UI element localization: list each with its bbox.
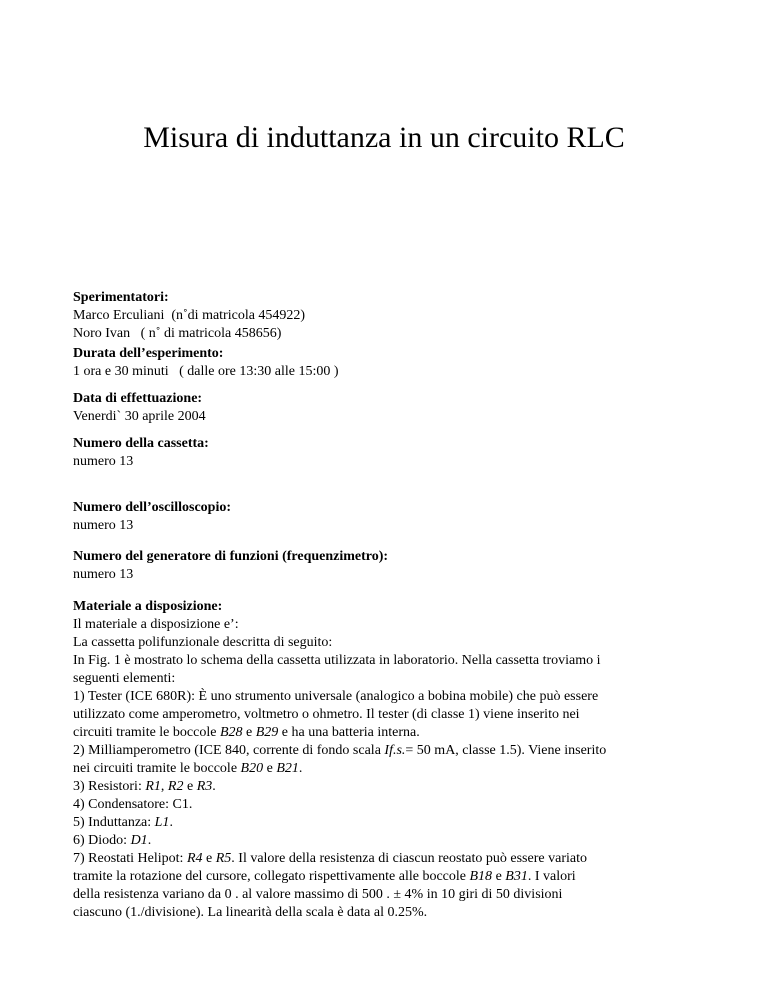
materiale-line: Il materiale a disposizione e’: xyxy=(73,617,239,632)
materiale-line: La cassetta polifunzionale descritta di seguito: xyxy=(73,635,333,650)
materiale-line: 3) Resistori: R1, R2 e R3. xyxy=(73,779,216,794)
sperimentatore-1: Marco Erculiani (n˚di matricola 454922) xyxy=(73,308,306,323)
data-label: Data di effettuazione: xyxy=(73,391,203,406)
materiale-section xyxy=(73,598,713,922)
cassetta-label: Numero della cassetta: xyxy=(73,436,209,451)
oscilloscopio-section xyxy=(73,499,713,535)
sperimentatori-section xyxy=(73,289,713,343)
materiale-line: 2) Milliamperometro (ICE 840, corrente di fondo scala If.s.= 50 mA, classe 1.5). Viene inserito xyxy=(73,743,607,758)
materiale-line: seguenti elementi: xyxy=(73,671,176,686)
generatore-label: Numero del generatore di funzioni (frequenzimetro): xyxy=(73,549,389,564)
materiale-line: circuiti tramite le boccole B28 e B29 e ha una batteria interna. xyxy=(73,725,420,740)
oscilloscopio-value: numero 13 xyxy=(73,518,134,533)
materiale-label: Materiale a disposizione: xyxy=(73,599,223,614)
generatore-section xyxy=(73,548,713,584)
durata-label: Durata dell’esperimento: xyxy=(73,346,224,361)
materiale-line: ciascuno (1./divisione). La linearità della scala è data al 0.25%. xyxy=(73,905,428,920)
cassetta-value: numero 13 xyxy=(73,454,134,469)
document-title: Misura di induttanza in un circuito RLC xyxy=(143,121,625,154)
materiale-line: tramite la rotazione del cursore, collegato rispettivamente alle boccole B18 e B31. I valori xyxy=(73,869,576,884)
materiale-line: della resistenza variano da 0 . al valore massimo di 500 . ± 4% in 10 giri di 50 divisioni xyxy=(73,887,563,902)
materiale-line: 5) Induttanza: L1. xyxy=(73,815,173,830)
materiale-line: utilizzato come amperometro, voltmetro o ohmetro. Il tester (di classe 1) viene inserito nei xyxy=(73,707,580,722)
materiale-line: nei circuiti tramite le boccole B20 e B21. xyxy=(73,761,303,776)
materiale-line: In Fig. 1 è mostrato lo schema della cassetta utilizzata in laboratorio. Nella cassetta troviamo i xyxy=(73,653,601,668)
durata-value: 1 ora e 30 minuti ( dalle ore 13:30 alle 15:00 ) xyxy=(73,364,339,379)
data-section xyxy=(73,390,713,426)
materiale-line: 6) Diodo: D1. xyxy=(73,833,152,848)
durata-section xyxy=(73,345,713,381)
generatore-value: numero 13 xyxy=(73,567,134,582)
data-value: Venerdi` 30 aprile 2004 xyxy=(73,409,206,424)
oscilloscopio-label: Numero dell’oscilloscopio: xyxy=(73,500,232,515)
sperimentatori-label: Sperimentatori: xyxy=(73,290,169,305)
sperimentatore-2: Noro Ivan ( n˚ di matricola 458656) xyxy=(73,326,282,341)
cassetta-section xyxy=(73,435,713,471)
materiale-line: 7) Reostati Helipot: R4 e R5. Il valore della resistenza di ciascun reostato può essere variato xyxy=(73,851,587,866)
materiale-line: 1) Tester (ICE 680R): È uno strumento universale (analogico a bobina mobile) che può essere xyxy=(73,689,599,704)
materiale-line: 4) Condensatore: C1. xyxy=(73,797,193,812)
